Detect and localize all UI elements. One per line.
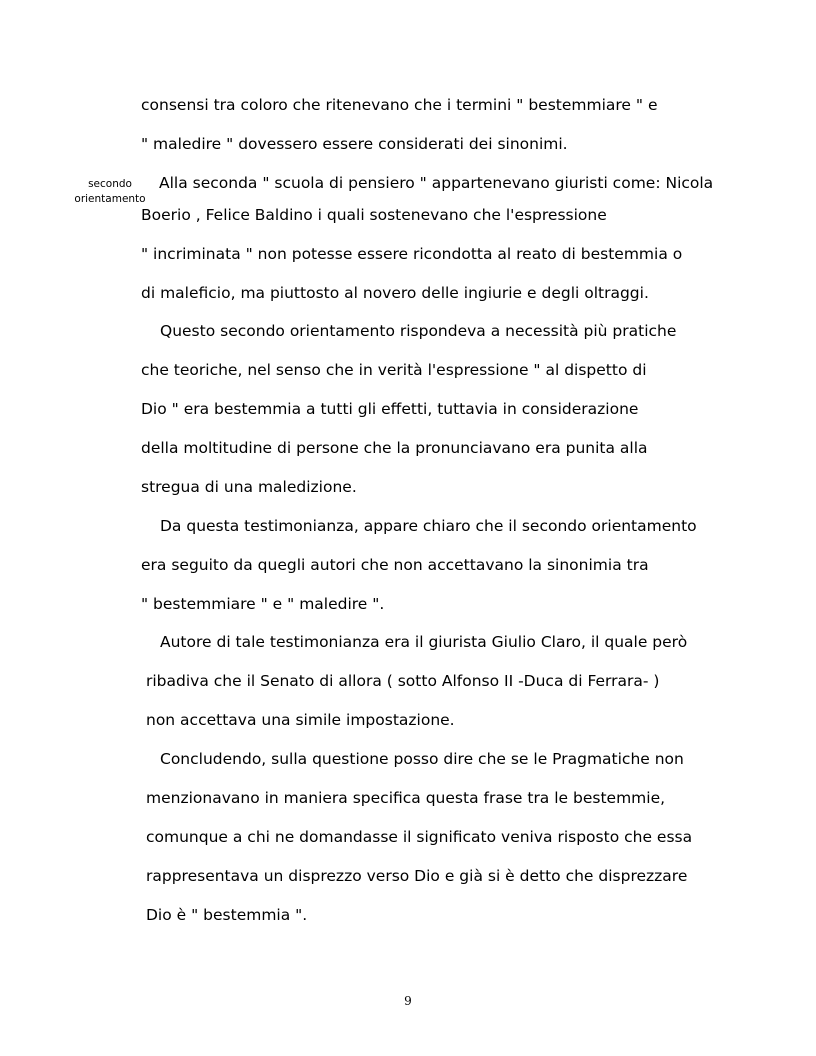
text-line: stregua di una maledizione. [141, 478, 357, 496]
text-line: Da questa testimonianza, appare chiaro che il secondo orientamento [160, 517, 697, 535]
margin-note [70, 177, 150, 207]
text-line: Concludendo, sulla questione posso dire che se le Pragmatiche non [160, 750, 684, 768]
margin-note-line-1: secondo [88, 178, 132, 190]
text-line: " maledire " dovessero essere considerati dei sinonimi. [141, 135, 568, 153]
text-line: " incriminata " non potesse essere ricondotta al reato di bestemmia o [141, 245, 683, 263]
text-line: " bestemmiare " e " maledire ". [141, 595, 385, 613]
text-line: di maleficio, ma piuttosto al novero delle ingiurie e degli oltraggi. [141, 284, 649, 302]
text-line: Questo secondo orientamento rispondeva a necessità più pratiche [160, 322, 677, 340]
text-line: che teoriche, nel senso che in verità l'espressione " al dispetto di [141, 361, 647, 379]
text-line: era seguito da quegli autori che non accettavano la sinonimia tra [141, 556, 649, 574]
page-number: 9 [404, 994, 412, 1008]
text-line: menzionavano in maniera specifica questa frase tra le bestemmie, [146, 789, 666, 807]
text-line: Boerio , Felice Baldino i quali sostenevano che l'espressione [141, 206, 607, 224]
text-line: comunque a chi ne domandasse il significato veniva risposto che essa [146, 828, 693, 846]
text-line: rappresentava un disprezzo verso Dio e già si è detto che disprezzare [146, 867, 688, 885]
margin-note-line-2: orientamento [74, 193, 146, 205]
text-line: non accettava una simile impostazione. [146, 711, 455, 729]
text-line: Alla seconda " scuola di pensiero " appartenevano giuristi come: Nicola [159, 174, 714, 192]
text-line: della moltitudine di persone che la pronunciavano era punita alla [141, 439, 648, 457]
text-line: Dio " era bestemmia a tutti gli effetti, tuttavia in considerazione [141, 400, 639, 418]
text-line: consensi tra coloro che ritenevano che i termini " bestemmiare " e [141, 96, 658, 114]
text-line: ribadiva che il Senato di allora ( sotto Alfonso II -Duca di Ferrara- ) [146, 672, 660, 690]
text-line: Dio è " bestemmia ". [146, 906, 308, 924]
text-line: Autore di tale testimonianza era il giurista Giulio Claro, il quale però [160, 633, 688, 651]
